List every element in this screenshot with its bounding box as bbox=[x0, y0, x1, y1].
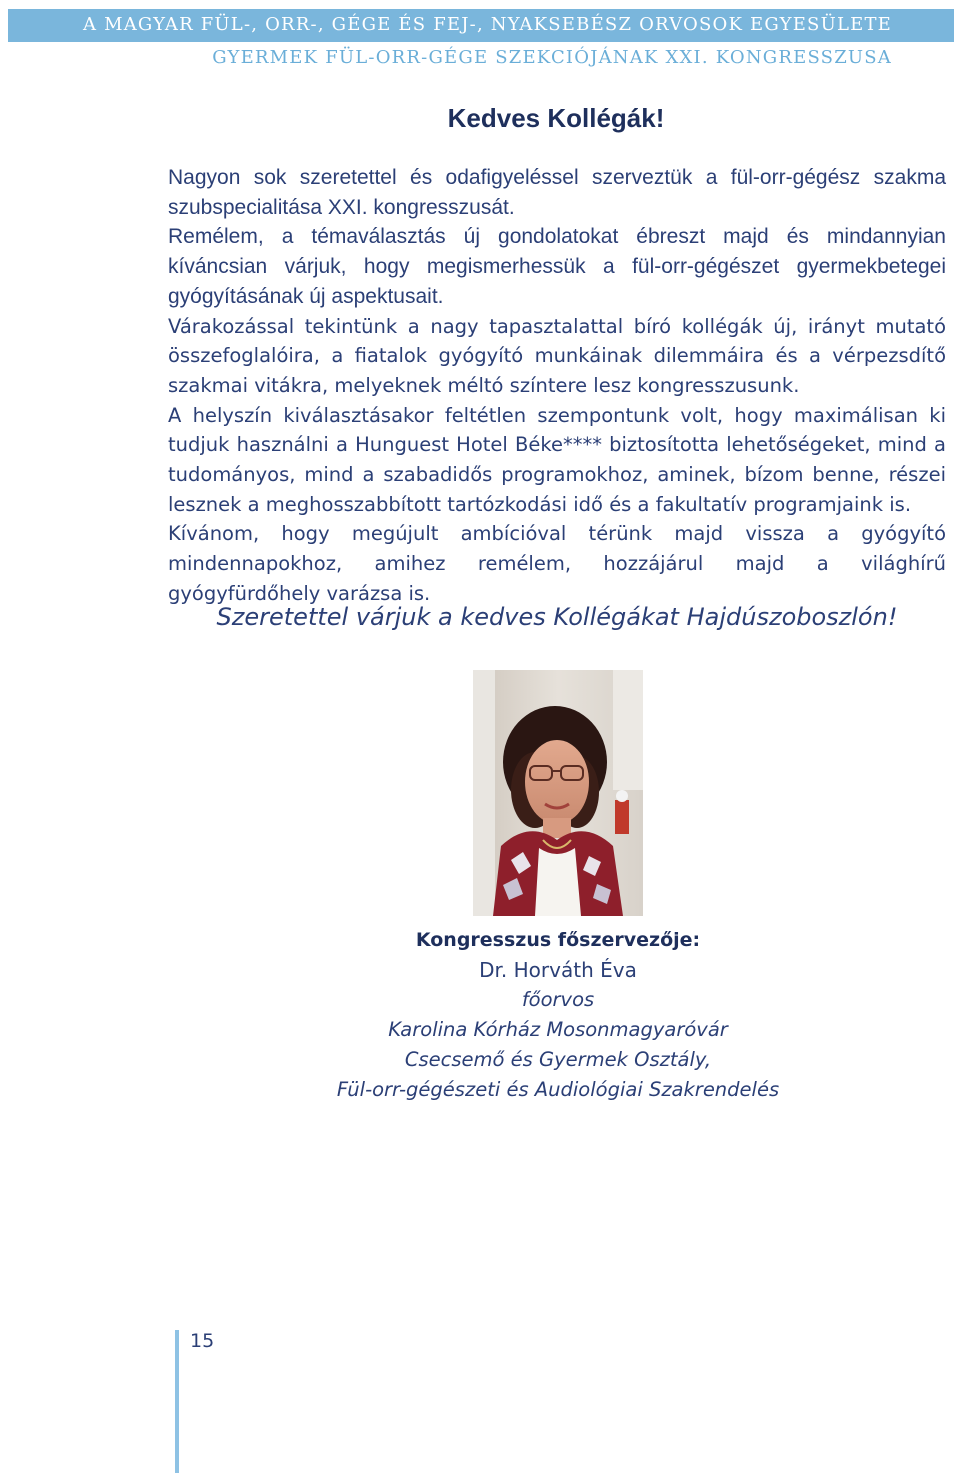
signature-department-2: Fül-orr-gégészeti és Audiológiai Szakrendelés bbox=[336, 1078, 780, 1101]
header-association-title: A MAGYAR FÜL-, ORR-, GÉGE ÉS FEJ-, NYAKSEBÉSZ ORVOSOK EGYESÜLETE bbox=[82, 14, 892, 35]
signature-role: főorvos bbox=[521, 988, 595, 1011]
signature-title: Kongresszus főszervezője: bbox=[415, 929, 701, 951]
paragraph-3: Várakozással tekintünk a nagy tapasztalattal bíró kollégák új, irányt mutató összefoglalóira, a fiatalok gyógyító munkáinak dilemmáira és a vérpezsdítő szakmai vitákra, melyeknek méltó színtere lesz kongresszusunk. bbox=[168, 314, 946, 397]
letter-closing: Szeretettel várjuk a kedves Kollégákat Hajdúszoboszlón! bbox=[216, 603, 898, 631]
organizer-portrait-photo bbox=[473, 670, 643, 916]
signature-department-1: Csecsemő és Gyermek Osztály, bbox=[404, 1048, 712, 1071]
page-number: 15 bbox=[190, 1330, 215, 1352]
signature-name: Dr. Horváth Éva bbox=[479, 958, 637, 982]
signature-institution: Karolina Kórház Mosonmagyaróvár bbox=[388, 1018, 728, 1041]
page-number-rule bbox=[175, 1330, 179, 1473]
header-congress-title: GYERMEK FÜL-ORR-GÉGE SZEKCIÓJÁNAK XXI. KONGRESSZUSA bbox=[212, 47, 892, 68]
paragraph-2: Remélem, a témaválasztás új gondolatokat ébreszt majd és mindannyian kíváncsian várjuk, hogy megismerhessük a fül-orr-gégészet gyermekbetegei gyógyításának új aspektusait. bbox=[168, 225, 946, 308]
paragraph-4: A helyszín kiválasztásakor feltétlen szempontunk volt, hogy maximálisan ki tudjuk használni a Hunguest Hotel Béke**** biztosította lehetőségeket, mind a tudományos, mind a szabadidős programokhoz, aminek, bízom benne, részei lesznek a meghosszabbított tartózkodási idő és a fakultatív programjaink is. bbox=[168, 403, 946, 516]
letter-body bbox=[168, 163, 946, 609]
paragraph-5: Kívánom, hogy megújult ambícióval térünk majd vissza a gyógyító mindennapokhoz, amihez remélem, hozzájárul majd a világhírű gyógyfürdőhely varázsa is. bbox=[168, 522, 946, 605]
letter-greeting: Kedves Kollégák! bbox=[447, 103, 665, 133]
paragraph-1: Nagyon sok szeretettel és odafigyeléssel szerveztük a fül-orr-gégész szakma szubspecialitása XXI. kongresszusát. bbox=[168, 166, 946, 219]
